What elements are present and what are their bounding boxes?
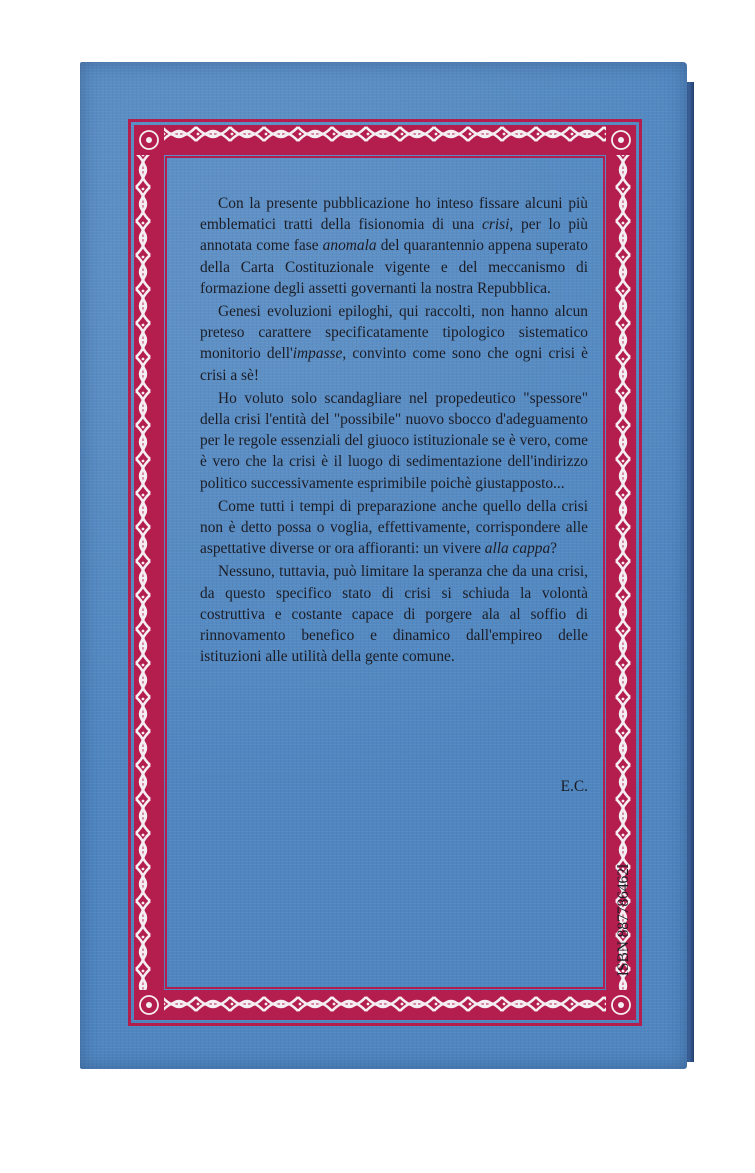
- isbn-number: ISBN 887786462l: [615, 863, 632, 977]
- corner-rosette-icon: [134, 125, 164, 155]
- corner-rosette-icon: [134, 990, 164, 1020]
- paragraph-3: Ho voluto solo scandagliare nel propedeutico "spessore" della crisi l'entità del "possibile" nuovo sbocco d'adeguamento per le regole essenziali del giuoco istituzionale se è vero, come è vero che la crisi è il luogo di sedimentazione dell'indirizzo politico successivamente esprimibile poichè giustapposto...: [200, 389, 588, 492]
- paragraph-5: Nessuno, tuttavia, può limitare la speranza che da una crisi, da questo specifico stato di crisi si schiuda la volontà costruttiva e costante capace di porgere ala al soffio di rinnovamento benefico e dinamico dall'empireo delle istituzioni alle utilità della gente comune.: [200, 563, 588, 666]
- frame-band-left: [134, 155, 164, 990]
- corner-rosette-icon: [606, 125, 636, 155]
- author-initials: E.C.: [560, 778, 588, 795]
- paragraph-2: Genesi evoluzioni epiloghi, qui raccolti, non hanno alcun preteso carattere specificatamente tipologico sistematico monitorio dell'impasse, convinto come sono che ogni crisi è crisi a sè!: [200, 303, 589, 384]
- frame-band-bottom: [134, 990, 636, 1020]
- paragraph-1: Con la presente pubblicazione ho inteso fissare alcuni più emblematici tratti della fisionomia di una crisi, per lo più annotata come fase anomala del quarantennio appena superato della Carta Costituzionale vigente e del meccanismo di formazione degli assetti governanti la nostra Repubblica.: [200, 195, 588, 297]
- italic-term: anomala: [322, 237, 377, 255]
- back-cover-text: [200, 193, 588, 669]
- frame-band-top: [134, 125, 636, 155]
- paragraph-4: Come tutti i tempi di preparazione anche quello della crisi non è detto possa o voglia, effettivamente, corrispondere alle aspettative diverse or ora affioranti: un vivere alla cappa?: [200, 497, 588, 558]
- italic-term: impasse: [292, 345, 343, 363]
- corner-rosette-icon: [606, 990, 636, 1020]
- italic-term: alla cappa: [484, 540, 551, 558]
- italic-term: crisi: [482, 216, 510, 234]
